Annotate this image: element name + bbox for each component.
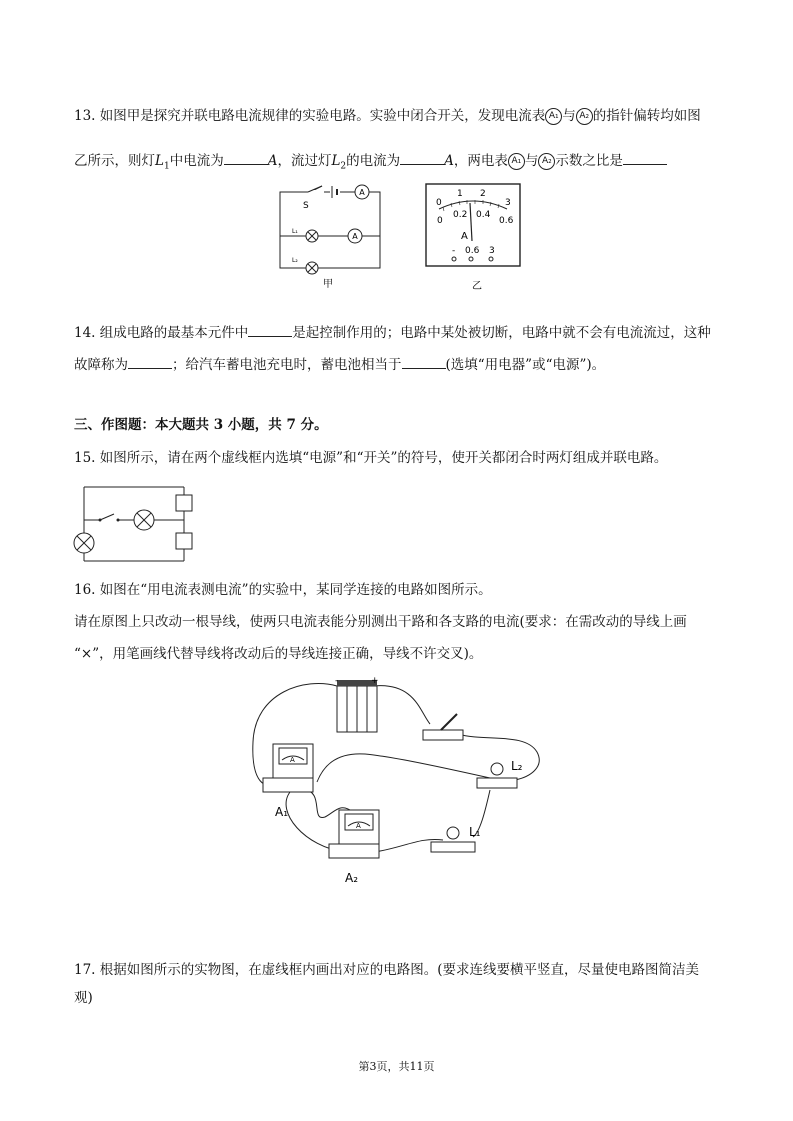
- q14-line1: 14. 组成电路的最基本元件中 是起控制作用的；电路中某处被切断，电路中就不会有电流流过，这种: [74, 322, 711, 343]
- ammeter-a1-symbol: A₁: [545, 108, 562, 125]
- page-footer: 第3页，共11页: [358, 1060, 435, 1073]
- label-a1: A₁: [275, 805, 289, 819]
- scale-top-3: 3: [505, 198, 511, 208]
- lamp-l2-label: L₂: [292, 257, 298, 264]
- q17-line1: 17. 根据如图所示的实物图，在虚线框内画出对应的电路图。(要求连线要横平竖直，尽量使电路图简洁美: [74, 962, 700, 978]
- dial-unit: A: [461, 231, 468, 242]
- switch-label: S: [303, 201, 309, 211]
- label-l2: L₂: [511, 759, 523, 773]
- answer-blank-5[interactable]: [128, 354, 172, 369]
- scale-bottom-0: 0: [437, 216, 443, 226]
- figure-q15-circuit: [70, 483, 200, 565]
- scale-bottom-04: 0.4: [476, 210, 491, 220]
- answer-blank-4[interactable]: [248, 322, 292, 337]
- q16-line1: 16. 如图在“用电流表测电流”的实验中，某同学连接的电路如图所示。: [74, 582, 492, 598]
- caption-yi: 乙: [472, 281, 482, 292]
- q13-line1: 13. 如图甲是探究并联电路电流规律的实验电路。实验中闭合开关，发现电流表 A₁ 与 A₂ 的指针偏转均如图: [74, 108, 701, 124]
- ammeter-top-label: A: [359, 188, 365, 197]
- a1-dial-label: A: [290, 756, 295, 764]
- caption-jia: 甲: [323, 279, 333, 290]
- ammeter-a1: [263, 744, 313, 792]
- battery-plus: +: [371, 676, 379, 686]
- label-a2: A₂: [345, 871, 359, 885]
- figure-q16-physical-circuit: [245, 672, 555, 897]
- scale-top-2: 2: [480, 189, 486, 199]
- scale-bottom-02: 0.2: [453, 210, 468, 220]
- ammeter-a2: [329, 810, 379, 858]
- scale-bottom-06: 0.6: [499, 216, 514, 226]
- q13-line2: 乙所示，则灯$L_1$中电流为 A，流过灯$L_2$的电流为 A，两电表 A₁ 与 A₂ 示数之比是: [74, 150, 667, 177]
- dashed-box-bottom[interactable]: [176, 533, 192, 549]
- answer-blank-1[interactable]: [224, 150, 268, 165]
- figure-jia-circuit: [270, 180, 385, 290]
- figure-yi-ammeter-dial: [425, 183, 525, 293]
- terminal-3: 3: [489, 246, 495, 256]
- terminal-06: 0.6: [465, 246, 480, 256]
- terminal-minus: -: [452, 246, 456, 256]
- q15-text: 15. 如图所示，请在两个虚线框内选填“电源”和“开关”的符号，使开关都闭合时两灯组成并联电路。: [74, 450, 668, 466]
- ammeter-a2-symbol: A₂: [576, 108, 593, 125]
- scale-top-0: 0: [436, 198, 442, 208]
- battery-minus: -: [335, 676, 339, 686]
- dashed-box-top[interactable]: [176, 495, 192, 511]
- ammeter-a2-symbol-2: A₂: [538, 153, 555, 170]
- answer-blank-6[interactable]: [402, 354, 446, 369]
- q17-line2: 观): [74, 990, 93, 1006]
- q16-line3: “×”，用笔画线代替导线将改动后的导线连接正确，导线不许交叉)。: [74, 646, 483, 662]
- knife-switch: [423, 714, 463, 740]
- section-3-heading: 三、作图题：本大题共 3 小题，共 7 分。: [74, 417, 328, 433]
- q14-line2: 故障称为 ；给汽车蓄电池充电时，蓄电池相当于 (选填“用电器”或“电源”)。: [74, 354, 605, 375]
- answer-blank-3[interactable]: [623, 150, 667, 165]
- ammeter-a1-symbol-2: A₁: [508, 153, 525, 170]
- q16-line2: 请在原图上只改动一根导线，使两只电流表能分别测出干路和各支路的电流(要求：在需改动的导线上画: [74, 614, 687, 630]
- ammeter-mid-label: A: [352, 232, 358, 241]
- a2-dial-label: A: [356, 822, 361, 830]
- label-l1: L₁: [469, 825, 481, 839]
- battery: [337, 680, 377, 732]
- scale-top-1: 1: [457, 189, 463, 199]
- answer-blank-2[interactable]: [400, 150, 444, 165]
- lamp-l1-label: L₁: [292, 228, 298, 235]
